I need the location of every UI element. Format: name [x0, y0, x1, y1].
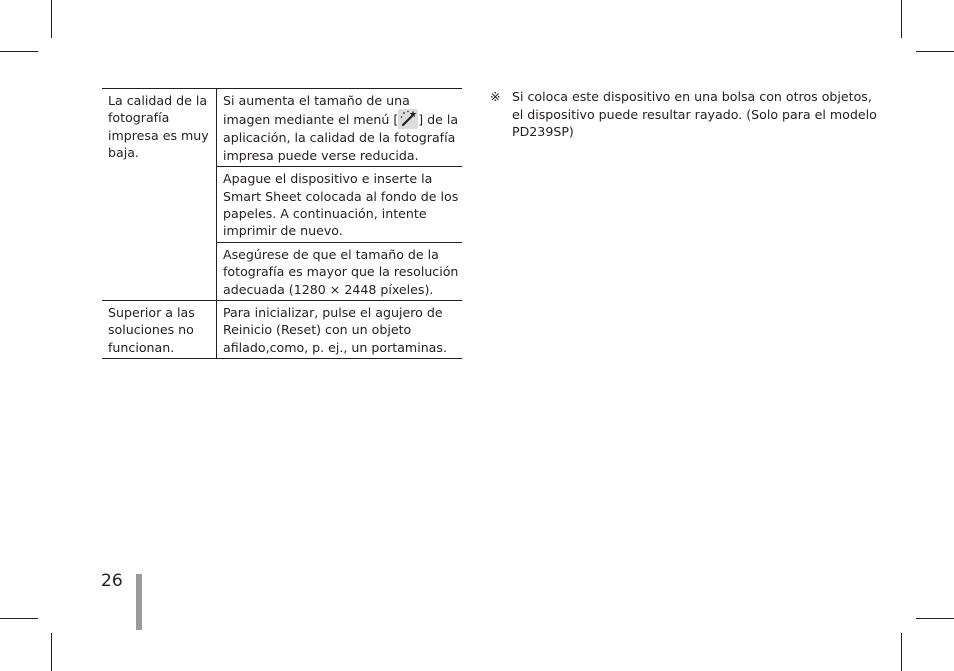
- solution-cell: [217, 89, 463, 167]
- problem-cell: Superior a las soluciones no funcionan.: [102, 301, 217, 359]
- page-number: 26: [101, 571, 123, 591]
- solution-text: ] de la aplicación, la calidad de la fotografía impresa puede verse reducida.: [223, 112, 459, 163]
- solution-text: Si aumenta el tamaño de una imagen mediante el menú [: [223, 93, 410, 128]
- crop-mark: [916, 618, 954, 619]
- page-bar: [136, 574, 142, 630]
- crop-mark: [916, 51, 954, 52]
- crop-mark: [0, 618, 38, 619]
- crop-mark: [901, 633, 902, 671]
- note: [490, 88, 882, 141]
- troubleshooting-table: [102, 88, 462, 359]
- solution-cell: Asegúrese de que el tamaño de la fotografía es mayor que la resolución adecuada (1280 × 2448 píxeles).: [217, 242, 463, 300]
- crop-mark: [0, 51, 38, 52]
- table-row: [102, 89, 462, 167]
- solution-cell: Para inicializar, pulse el agujero de Reinicio (Reset) con un objeto afilado,como, p. ej., un portaminas.: [217, 301, 463, 359]
- crop-mark: [51, 0, 52, 38]
- magic-wand-icon: [398, 109, 418, 129]
- table-row: [102, 301, 462, 359]
- note-mark: ※: [490, 89, 501, 104]
- crop-mark: [901, 0, 902, 38]
- note-text: Si coloca este dispositivo en una bolsa con otros objetos, el dispositivo puede resultar rayado. (Solo para el modelo PD239SP): [512, 89, 877, 140]
- problem-cell: La calidad de la fotografía impresa es muy baja.: [102, 89, 217, 301]
- crop-mark: [51, 633, 52, 671]
- solution-cell: Apague el dispositivo e inserte la Smart Sheet colocada al fondo de los papeles. A continuación, intente imprimir de nuevo.: [217, 167, 463, 243]
